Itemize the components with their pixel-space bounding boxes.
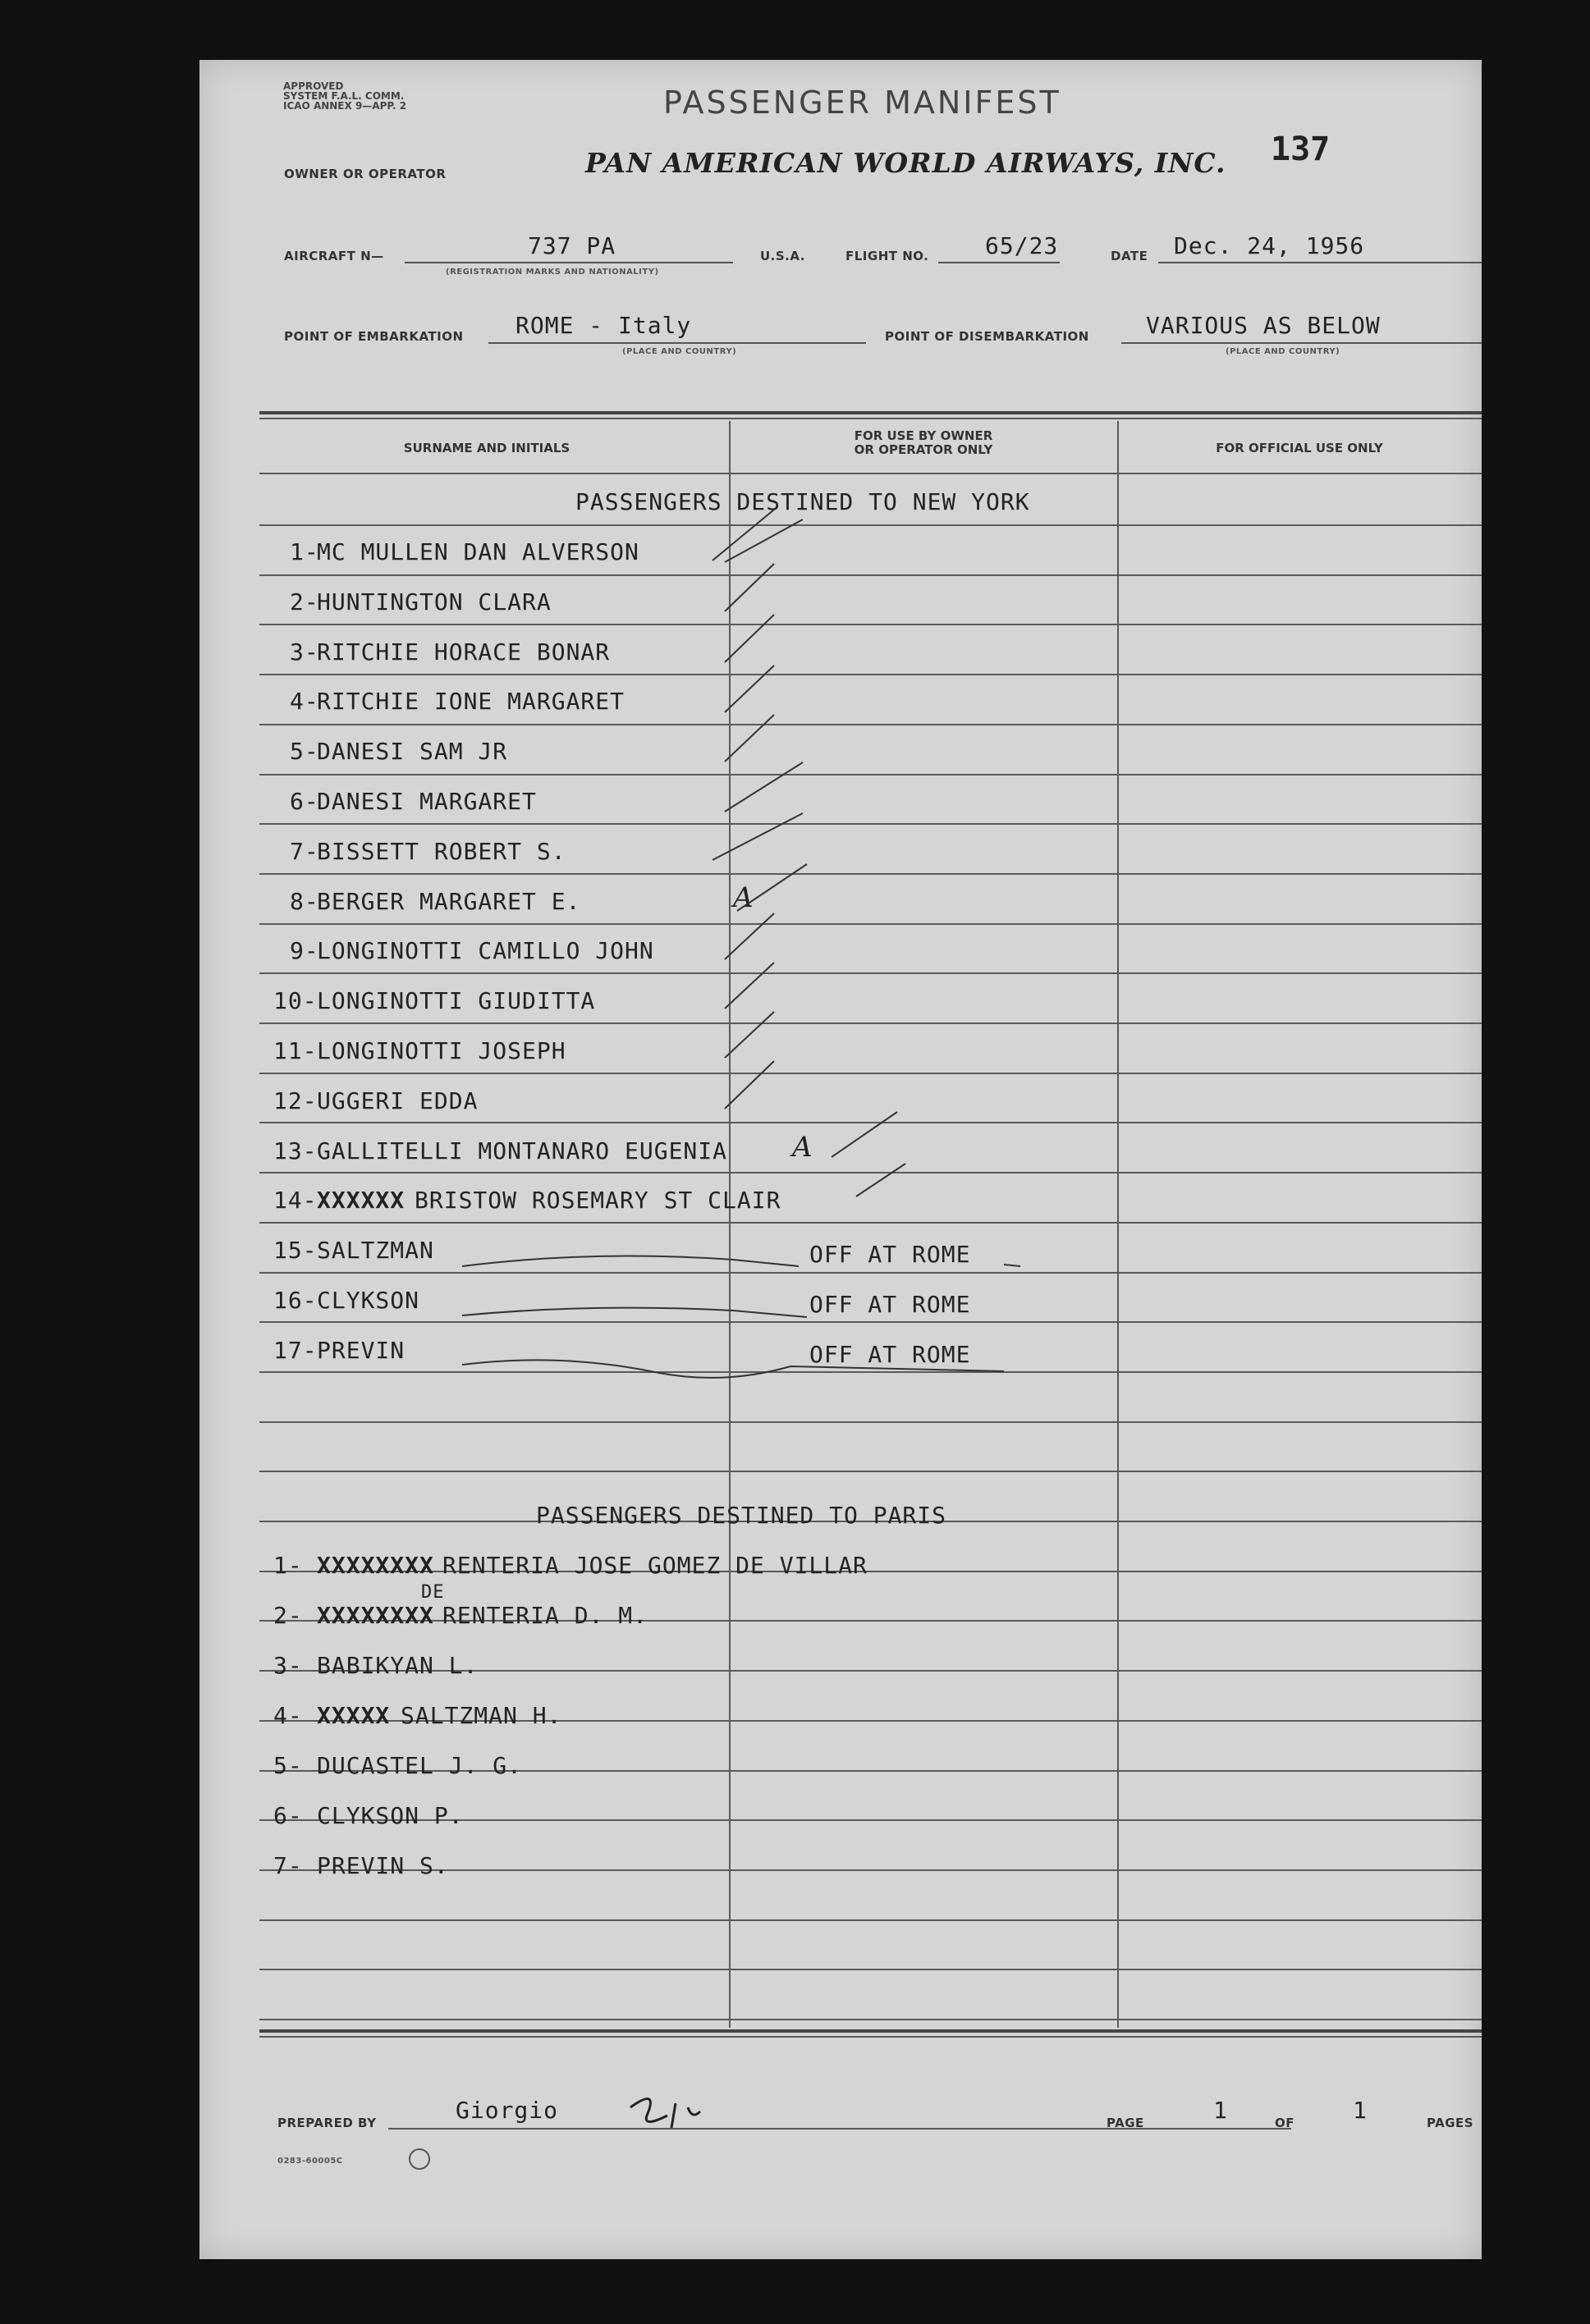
struck-out-text: XXXXXX	[317, 1187, 406, 1214]
passenger-name: CLYKSON P.	[317, 1802, 464, 1829]
check-mark	[725, 1012, 774, 1058]
union-bug-icon	[409, 2148, 430, 2170]
passenger-number: 17-	[273, 1337, 318, 1364]
aircraft-sub: (REGISTRATION MARKS AND NATIONALITY)	[446, 268, 659, 277]
disembark-value: VARIOUS AS BELOW	[1146, 312, 1381, 339]
passenger-number: 7-	[273, 1852, 303, 1879]
passenger-number: 10-	[273, 987, 318, 1014]
passenger-number: 15-	[273, 1237, 318, 1264]
prepared-label: PREPARED BY	[277, 2116, 377, 2130]
passenger-name: GALLITELLI MONTANARO EUGENIA	[317, 1137, 728, 1164]
struck-out-text: XXXXXXXX	[317, 1602, 434, 1629]
col-official-use: FOR OFFICIAL USE ONLY	[1216, 441, 1383, 455]
passenger-name: BRISTOW ROSEMARY ST CLAIR	[415, 1187, 781, 1214]
check-mark	[713, 510, 803, 562]
disembark-sub: (PLACE AND COUNTRY)	[1226, 347, 1340, 356]
col-owner-use: FOR USE BY OWNER OR OPERATOR ONLY	[854, 428, 993, 457]
check-mark	[713, 813, 803, 860]
passenger-name: UGGERI EDDA	[317, 1087, 479, 1114]
of-label: OF	[1275, 2116, 1294, 2130]
passenger-number: 16-	[273, 1287, 318, 1314]
check-mark	[725, 715, 774, 762]
passenger-name: PREVIN	[317, 1337, 406, 1364]
strike-line	[462, 1256, 799, 1267]
passenger-number: 3-	[273, 1652, 303, 1679]
check-marks	[199, 60, 1482, 2259]
passenger-name: LONGINOTTI CAMILLO JOHN	[317, 937, 654, 964]
embark-value: ROME - Italy	[515, 312, 692, 339]
check-mark	[725, 564, 774, 611]
strike-line	[462, 1360, 1004, 1378]
page-value: 1	[1213, 2097, 1228, 2124]
passenger-name: MC MULLEN DAN ALVERSON	[317, 538, 639, 565]
section-new-york: PASSENGERS DESTINED TO NEW YORK	[575, 488, 1030, 515]
passenger-name: RENTERIA D. M.	[442, 1602, 648, 1629]
approval-line-1: APPROVED	[283, 80, 344, 92]
date-label: DATE	[1111, 249, 1148, 263]
of-value: 1	[1353, 2097, 1368, 2124]
passenger-number: 5-	[273, 1752, 303, 1779]
passenger-number: 13-	[273, 1137, 318, 1164]
handwritten-mark: A	[792, 1131, 813, 1164]
passenger-name: BISSETT ROBERT S.	[317, 838, 566, 865]
passenger-name: RENTERIA JOSE GOMEZ DE VILLAR	[442, 1552, 868, 1579]
passenger-name: DUCASTEL J. G.	[317, 1752, 523, 1779]
check-mark	[725, 1061, 774, 1109]
section-paris: PASSENGERS DESTINED TO PARIS	[536, 1502, 947, 1529]
aircraft-value: 737 PA	[528, 232, 616, 259]
page-label: PAGE	[1107, 2116, 1144, 2130]
approval-line-3: ICAO ANNEX 9—APP. 2	[283, 100, 407, 112]
pages-label: PAGES	[1427, 2116, 1474, 2130]
check-mark	[856, 1164, 905, 1196]
form-title: PASSENGER MANIFEST	[663, 85, 1061, 121]
passenger-name: LONGINOTTI GIUDITTA	[317, 987, 596, 1014]
struck-out-text: XXXXXXXX	[317, 1552, 434, 1579]
check-mark	[725, 963, 774, 1009]
flight-value: 65/23	[985, 232, 1059, 259]
check-mark	[725, 666, 774, 712]
passenger-note: OFF AT ROME	[809, 1341, 971, 1368]
passenger-note: OFF AT ROME	[809, 1241, 971, 1268]
passenger-number: 7-	[290, 838, 319, 865]
passenger-number: 12-	[273, 1087, 318, 1114]
strike-line	[462, 1308, 807, 1317]
passenger-number: 4-	[273, 1702, 303, 1729]
disembark-label: POINT OF DISEMBARKATION	[885, 329, 1089, 344]
passenger-name: DANESI MARGARET	[317, 788, 537, 815]
passenger-number: 9-	[290, 937, 319, 964]
passenger-number: 6-	[290, 788, 319, 815]
passenger-number: 3-	[290, 638, 319, 666]
struck-out-text: XXXXX	[317, 1702, 391, 1729]
passenger-name: RITCHIE IONE MARGARET	[317, 688, 625, 715]
passenger-name: CLYKSON	[317, 1287, 420, 1314]
embark-label: POINT OF EMBARKATION	[284, 329, 464, 344]
passenger-number: 8-	[290, 888, 319, 915]
handwritten-mark: A	[733, 881, 754, 914]
aircraft-label: AIRCRAFT N—	[284, 249, 384, 263]
owner-label: OWNER OR OPERATOR	[284, 167, 447, 181]
passenger-name: PREVIN S.	[317, 1852, 449, 1879]
check-mark	[725, 762, 803, 812]
check-mark	[737, 864, 807, 911]
passenger-name: DANESI SAM JR	[317, 738, 508, 765]
passenger-number: 2-	[273, 1602, 303, 1629]
passenger-name: BABIKYAN L.	[317, 1652, 479, 1679]
prepared-value: Giorgio	[456, 2097, 559, 2124]
passenger-name: SALTZMAN H.	[401, 1702, 562, 1729]
passenger-number: 2-	[290, 588, 319, 615]
check-mark	[725, 913, 774, 959]
inserted-text: DE	[421, 1582, 445, 1603]
passenger-number: 11-	[273, 1037, 318, 1064]
col-surname: SURNAME AND INITIALS	[403, 441, 570, 455]
check-mark	[832, 1112, 897, 1157]
passenger-number: 1-	[273, 1552, 303, 1579]
passenger-number: 6-	[273, 1802, 303, 1829]
passenger-note: OFF AT ROME	[809, 1291, 971, 1318]
passenger-number: 1-	[290, 538, 319, 565]
passenger-number: 4-	[290, 688, 319, 715]
signature	[630, 2099, 700, 2128]
passenger-number: 5-	[290, 738, 319, 765]
passenger-number: 14-	[273, 1187, 318, 1214]
manifest-sheet	[199, 60, 1482, 2259]
embark-sub: (PLACE AND COUNTRY)	[622, 347, 737, 356]
passenger-name: RITCHIE HORACE BONAR	[317, 638, 611, 666]
company-name: PAN AMERICAN WORLD AIRWAYS, INC.	[585, 147, 1226, 179]
passenger-name: HUNTINGTON CLARA	[317, 588, 552, 615]
approval-line-2: SYSTEM F.A.L. COMM.	[283, 90, 405, 102]
page-number: 137	[1271, 130, 1331, 168]
check-mark	[725, 615, 774, 662]
passenger-name: SALTZMAN	[317, 1237, 434, 1264]
form-number: 0283-60005C	[277, 2157, 343, 2166]
passenger-name: LONGINOTTI JOSEPH	[317, 1037, 566, 1064]
date-value: Dec. 24, 1956	[1174, 232, 1365, 259]
usa-label: U.S.A.	[760, 249, 805, 263]
passenger-name: BERGER MARGARET E.	[317, 888, 581, 915]
flight-label: FLIGHT NO.	[845, 249, 929, 263]
